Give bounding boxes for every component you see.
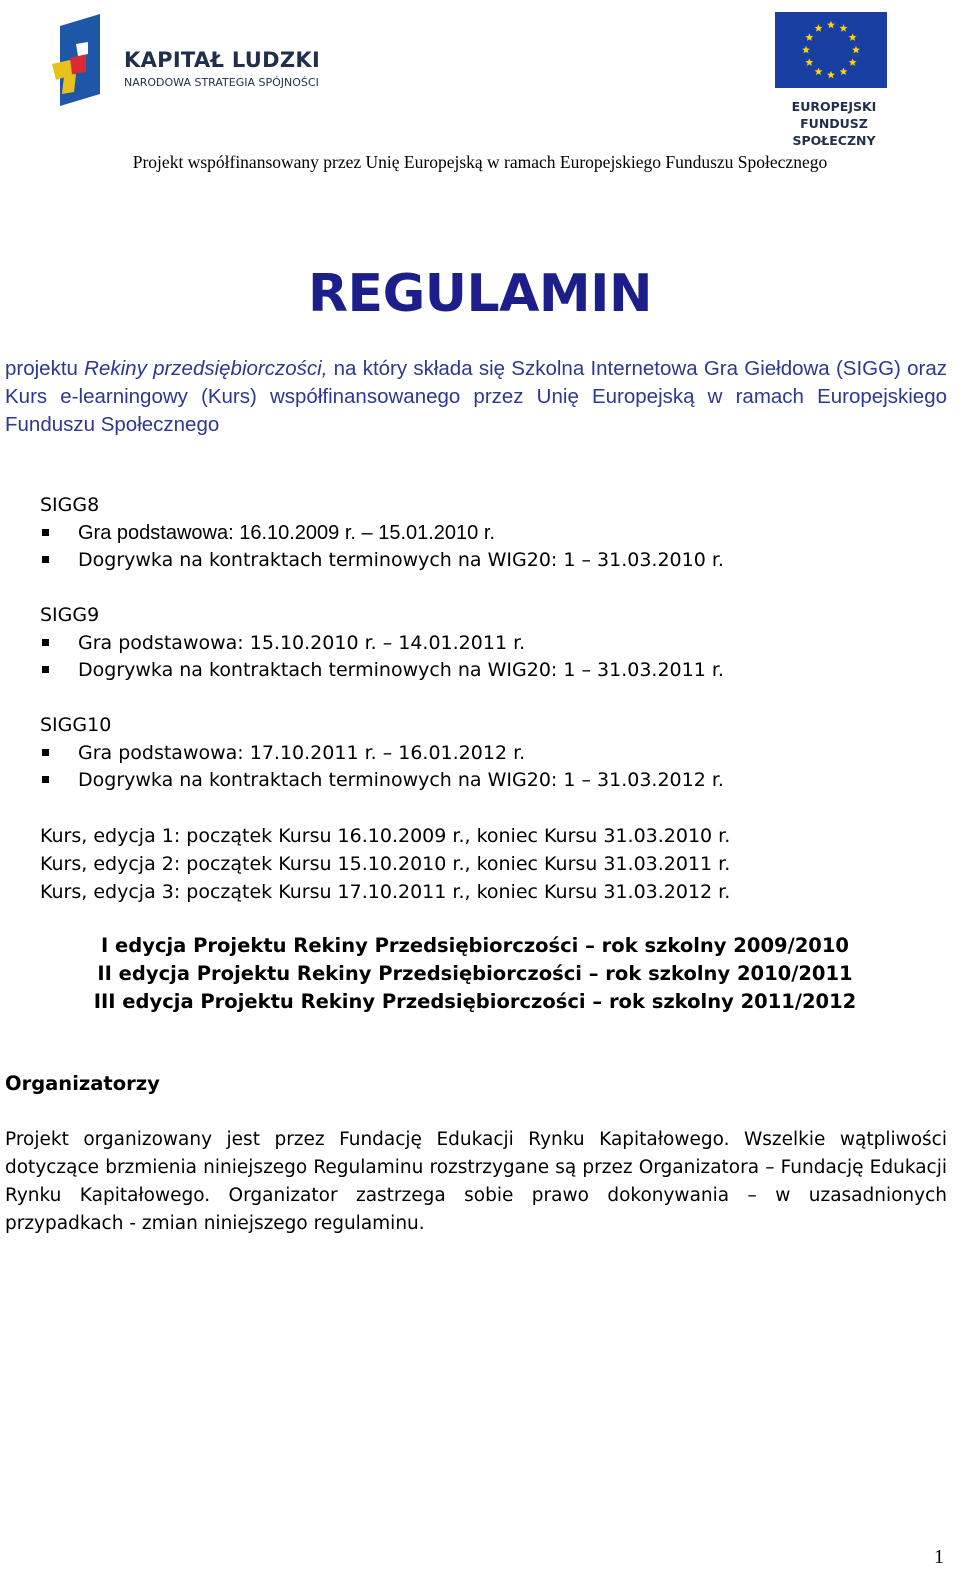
course-editions (40, 822, 730, 906)
eu-flag-icon (775, 12, 887, 88)
sigg-item (40, 767, 724, 795)
eu-caption-line1: EUROPEJSKI FUNDUSZ (791, 99, 877, 131)
intro-rest: na który składa się Szkolna Internetowa Gra Giełdowa (SIGG) oraz Kurs e-learningowy (Kurs) współfinansowanego przez Unię Europejską w ramach Europejskiego Funduszu Społecznego (5, 357, 947, 436)
sigg-item-text: Dogrywka na kontraktach terminowych na WIG20: 1 – 31.03.2012 r. (78, 769, 724, 791)
sigg-item (40, 520, 724, 548)
intro-paragraph (5, 355, 947, 439)
kapital-ludzki-emblem-icon (50, 14, 110, 110)
organizers-heading: Organizatorzy (5, 1072, 160, 1095)
bullet-icon (42, 776, 49, 783)
kapital-ludzki-title: KAPITAŁ LUDZKI (124, 48, 321, 72)
project-edition-line: I edycja Projektu Rekiny Przedsiębiorczości – rok szkolny 2009/2010 (101, 934, 849, 957)
sigg-block (40, 602, 724, 685)
sigg-item-text: Dogrywka na kontraktach terminowych na WIG20: 1 – 31.03.2010 r. (78, 549, 724, 571)
sigg-item-text: Gra podstawowa: 16.10.2009 r. – 15.01.2010 r. (78, 521, 495, 544)
project-editions (0, 932, 950, 1016)
bullet-icon (42, 749, 49, 756)
sigg-item-text: Gra podstawowa: 15.10.2010 r. – 14.01.2011 r. (78, 631, 526, 654)
bullet-icon (42, 529, 49, 536)
project-edition-line: II edycja Projektu Rekiny Przedsiębiorczości – rok szkolny 2010/2011 (97, 962, 853, 985)
cofinancing-note: Projekt współfinansowany przez Unię Europejską w ramach Europejskiego Funduszu Społecznego (132, 152, 828, 172)
sigg-item-text: Dogrywka na kontraktach terminowych na WIG20: 1 – 31.03.2011 r. (78, 659, 724, 681)
project-edition-line: III edycja Projektu Rekiny Przedsiębiorczości – rok szkolny 2011/2012 (93, 990, 857, 1013)
sigg-item (40, 657, 724, 685)
kapital-ludzki-logo (50, 14, 340, 110)
eu-fund-logo (760, 10, 910, 148)
sigg-name: SIGG10 (40, 714, 112, 736)
sigg-block (40, 712, 724, 795)
organizers-paragraph: Projekt organizowany jest przez Fundację Edukacji Rynku Kapitałowego. Wszelkie wątpliwości dotyczące brzmienia niniejszego Regulaminu rozstrzygane są przez Organizatora – Fundację Edukacji Rynku Kapitałowego. Organizator zastrzega sobie prawo dokonywania – w uzasadnionych przypadkach - zmian niniejszego regulaminu. (5, 1129, 947, 1234)
course-edition-line: Kurs, edycja 2: początek Kursu 15.10.2010 r., koniec Kursu 31.03.2011 r. (40, 853, 731, 875)
eu-fund-caption (760, 98, 908, 149)
document-title: REGULAMIN (308, 264, 652, 324)
sigg-item-text: Gra podstawowa: 17.10.2011 r. – 16.01.2012 r. (78, 741, 526, 764)
sigg-block (40, 492, 724, 575)
bullet-icon (42, 556, 49, 563)
sigg-name: SIGG8 (40, 494, 100, 516)
intro-prefix: projektu (5, 357, 85, 380)
sigg-name: SIGG9 (40, 604, 100, 626)
course-edition-line: Kurs, edycja 1: początek Kursu 16.10.2009 r., koniec Kursu 31.03.2010 r. (40, 825, 731, 847)
sigg-item (40, 740, 724, 768)
project-name: Rekiny przedsiębiorczości, (84, 357, 328, 380)
bullet-icon (42, 666, 49, 673)
course-edition-line: Kurs, edycja 3: początek Kursu 17.10.2011 r., koniec Kursu 31.03.2012 r. (40, 881, 731, 903)
sigg-item (40, 547, 724, 575)
bullet-icon (42, 639, 49, 646)
sigg-item (40, 630, 724, 658)
eu-caption-line2: SPOŁECZNY (792, 133, 876, 148)
page-number: 1 (934, 1546, 944, 1568)
kapital-ludzki-subtitle: NARODOWA STRATEGIA SPÓJNOŚCI (124, 76, 319, 89)
